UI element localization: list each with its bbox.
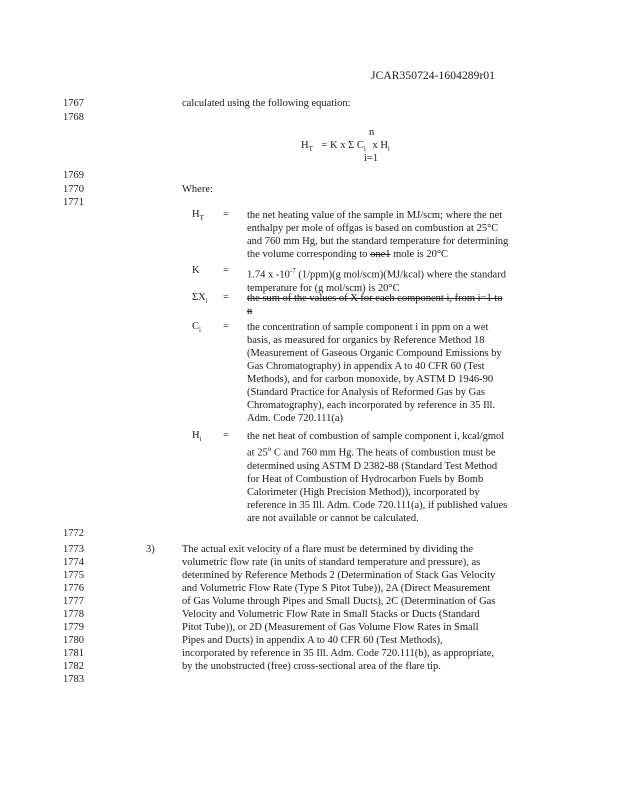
- line-number: 1772: [63, 528, 84, 539]
- definition-symbol: $C_i$: [192, 321, 201, 335]
- item-number: 3): [146, 544, 155, 555]
- equals-sign: =: [223, 209, 229, 220]
- line-number: 1774: [63, 557, 84, 568]
- line-number: 1770: [63, 184, 84, 195]
- equation-rhs: x H: [372, 140, 388, 151]
- line-number: 1778: [63, 609, 84, 620]
- line-number: 1768: [63, 112, 84, 123]
- equation-lhs: H: [301, 140, 309, 151]
- equation-rhs-sub: i: [387, 145, 390, 154]
- line-number: 1781: [63, 648, 84, 659]
- definition-text: 1.74 x $-10^{-7}$ (1/ppm)(g mol/scm)(MJ/kcal) where the standard temperature for (g mol/scm) is 20°C: [247, 267, 506, 294]
- equals-sign: =: [223, 430, 229, 441]
- line-number: 1767: [63, 98, 84, 109]
- definition-symbol: $H_i$: [192, 430, 202, 444]
- line-number: 1773: [63, 544, 84, 555]
- where-label: Where:: [182, 184, 213, 195]
- document-id: JCAR350724-1604289r01: [371, 70, 496, 82]
- definition-text: the concentration of sample component i in ppm on a wet basis, as measured for organics by Reference Method 18 (Measurement of Gaseous Organic Compound Emissions by Gas Chromatography) in appendix A to 40 CFR 60 (Test Methods), and for carbon monoxide, by ASTM D 1946-90 (Standard Practice for Analysis of Reformed Gas by Gas Chromatography), each incorporated by reference in 35 Ill. Adm. Code 720.111(a): [247, 322, 502, 424]
- definition-text: the net heat of combustion of sample component i, kcal/gmol at 25$^o$ C and 760 mm Hg. The heats of combustion must be determined using ASTM D 2382-88 (Standard Test Method for Heat of Combustion of Hydrocarbon Fuels by Bomb Calorimeter (High Precision Method)), incorporated by reference in 35 Ill. Adm. Code 720.111(a), if published values are not available or cannot be calculated.: [247, 431, 508, 524]
- equals-sign: =: [223, 265, 229, 276]
- line-number: 1780: [63, 635, 84, 646]
- line-number: 1782: [63, 661, 84, 672]
- equation-lhs-sub: T: [308, 145, 313, 154]
- equals-sign: =: [223, 321, 229, 332]
- line-number: 1777: [63, 596, 84, 607]
- struck-definition-text: the sum of the values of X for each component i, from i=1 to n: [247, 293, 503, 317]
- item-3-paragraph: The actual exit velocity of a flare must be determined by dividing the volumetric flow rate (in units of standard temperature and pressure), as determined by Reference Methods 2 (Determination of Stack Gas Velocity and Volumetric Flow Rate (Type S Pitot Tube)), 2A (Direct Measurement of Gas Volume through Pipes and Small Ducts), 2C (Determination of Gas Velocity and Volumetric Flow Rate in Small Stacks or Ducts (Standard Pitot Tube)), or 2D (Measurement of Gas Volume Flow Rates in Small Pipes and Ducts) in appendix A to 40 CFR 60 (Test Methods), incorporated by reference in 35 Ill. Adm. Code 720.111(b), as appropriate, by the unobstructed (free) cross-sectional area of the flare tip.: [182, 544, 496, 672]
- equals-sign: =: [223, 292, 229, 303]
- summation-lower-limit: i=1: [364, 153, 379, 164]
- struck-text: one1: [370, 249, 391, 260]
- line-number: 1769: [63, 170, 84, 181]
- equation-body: [301, 140, 390, 153]
- line-number: 1776: [63, 583, 84, 594]
- summation-upper-limit: n: [369, 127, 375, 138]
- line-number: 1771: [63, 197, 84, 208]
- definition-text: the net heating value of the sample in MJ/scm; where the net enthalpy per mole of offgas is based on combustion at 25°C and 760 mm Hg, but the standard temperature for determining the volume corresponding to one1 mole is 20°C: [247, 210, 509, 260]
- definition-symbol: K: [192, 265, 200, 276]
- definition-symbol: $H_T$: [192, 209, 204, 223]
- line-number: 1775: [63, 570, 84, 581]
- equation-middle: = K x Σ C: [321, 140, 364, 151]
- definition-symbol: $\Sigma X_i$: [192, 292, 208, 306]
- line-number: 1783: [63, 674, 84, 685]
- equation-middle-sub: i: [363, 145, 366, 154]
- intro-text: calculated using the following equation:: [182, 98, 351, 109]
- line-number: 1779: [63, 622, 84, 633]
